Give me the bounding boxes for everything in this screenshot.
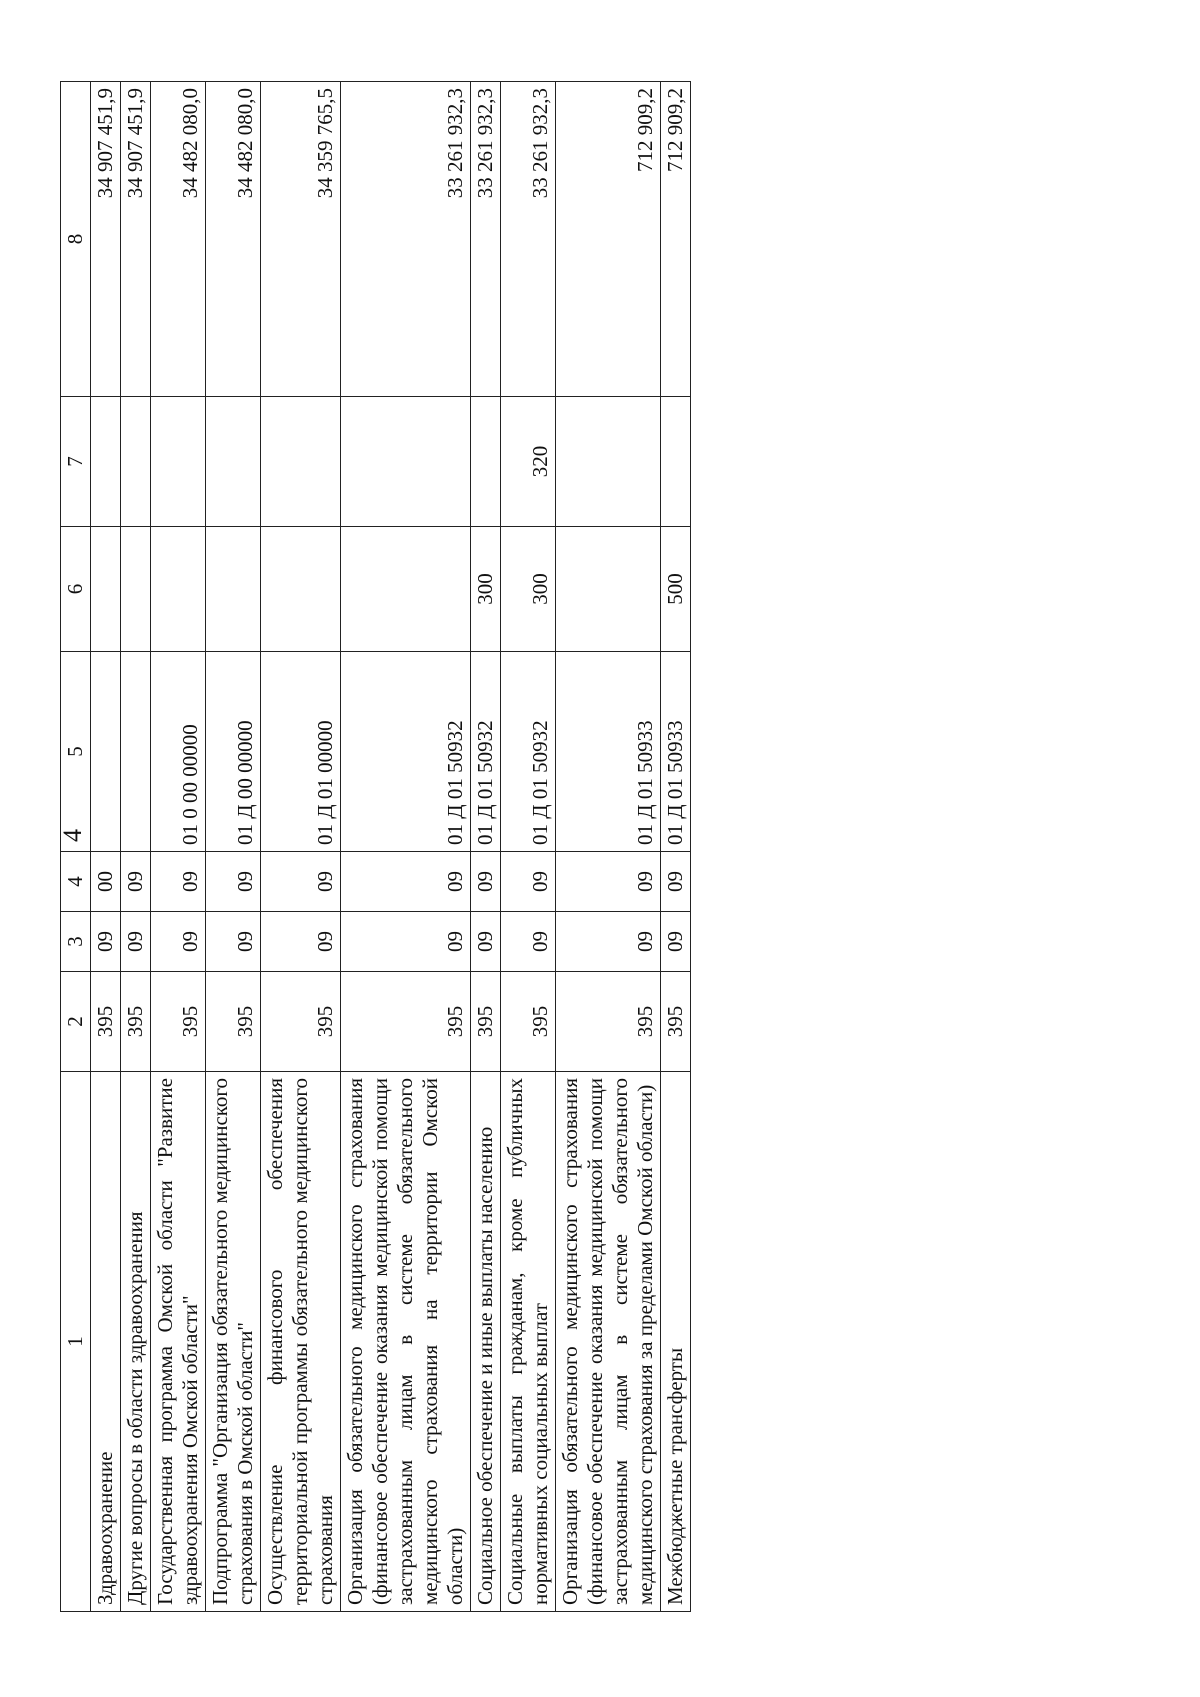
row-name: Другие вопросы в области здравоохранения [121,1072,151,1612]
cell-col7 [206,397,261,527]
table-row [151,82,206,1612]
cell-col5: 01 Д 01 50933 [556,652,661,852]
cell-col2: 395 [206,972,261,1072]
cell-col5: 01 Д 00 00000 [206,652,261,852]
cell-col3: 09 [151,912,206,972]
table-row [341,82,471,1612]
cell-col4: 09 [261,852,341,912]
table-row [501,82,556,1612]
cell-col4: 09 [556,852,661,912]
column-header: 7 [61,397,91,527]
cell-col8-amount: 34 482 080,0 [206,82,261,397]
cell-col6 [261,527,341,652]
cell-col7 [151,397,206,527]
cell-col5 [121,652,151,852]
column-header: 1 [61,1072,91,1612]
cell-col3: 09 [341,912,471,972]
table-row [261,82,341,1612]
cell-col7: 320 [501,397,556,527]
cell-col2: 395 [121,972,151,1072]
cell-col8-amount: 34 359 765,5 [261,82,341,397]
cell-col6: 300 [501,527,556,652]
cell-col7 [261,397,341,527]
column-header: 3 [61,912,91,972]
cell-col6 [206,527,261,652]
row-name: Социальные выплаты гражданам, кроме публичных нормативных социальных выплат [501,1072,556,1612]
row-name: Организация обязательного медицинского страхования (финансовое обеспечение оказания медицинской помощи застрахованным лицам в системе обязательного медицинского страхования за пределами Омской области) [556,1072,661,1612]
cell-col6 [556,527,661,652]
cell-col2: 395 [341,972,471,1072]
cell-col4: 09 [471,852,501,912]
row-name: Социальное обеспечение и иные выплаты населению [471,1072,501,1612]
row-name: Здравоохранение [91,1072,121,1612]
row-name: Межбюджетные трансферты [661,1072,691,1612]
cell-col7 [661,397,691,527]
cell-col5: 01 Д 01 00000 [261,652,341,852]
cell-col8-amount: 33 261 932,3 [471,82,501,397]
cell-col7 [556,397,661,527]
cell-col3: 09 [471,912,501,972]
cell-col5: 01 Д 01 50932 [501,652,556,852]
cell-col4: 00 [91,852,121,912]
table-header-row [61,82,91,1612]
cell-col3: 09 [661,912,691,972]
table-row [91,82,121,1612]
cell-col8-amount: 34 907 451,9 [91,82,121,397]
table-row [121,82,151,1612]
row-name: Государственная программа Омской области "Развитие здравоохранения Омской области" [151,1072,206,1612]
row-name: Осуществление финансового обеспечения территориальной программы обязательного медицинского страхования [261,1072,341,1612]
cell-col5: 01 Д 01 50932 [341,652,471,852]
cell-col2: 395 [151,972,206,1072]
column-header: 6 [61,527,91,652]
cell-col5 [91,652,121,852]
cell-col2: 395 [261,972,341,1072]
cell-col8-amount: 712 909,2 [556,82,661,397]
cell-col8-amount: 33 261 932,3 [341,82,471,397]
cell-col5: 01 Д 01 50933 [661,652,691,852]
cell-col8-amount: 34 482 080,0 [151,82,206,397]
table-row [661,82,691,1612]
cell-col6 [121,527,151,652]
cell-col8-amount: 33 261 932,3 [501,82,556,397]
cell-col4: 09 [121,852,151,912]
table-row [206,82,261,1612]
cell-col6: 300 [471,527,501,652]
column-header: 5 [61,652,91,852]
cell-col5: 01 Д 01 50932 [471,652,501,852]
cell-col4: 09 [501,852,556,912]
cell-col2: 395 [501,972,556,1072]
cell-col7 [91,397,121,527]
cell-col8-amount: 34 907 451,9 [121,82,151,397]
cell-col4: 09 [341,852,471,912]
cell-col3: 09 [121,912,151,972]
cell-col3: 09 [261,912,341,972]
column-header: 4 [61,852,91,912]
cell-col2: 395 [556,972,661,1072]
cell-col4: 09 [151,852,206,912]
cell-col6 [91,527,121,652]
cell-col4: 09 [206,852,261,912]
cell-col3: 09 [501,912,556,972]
cell-col7 [471,397,501,527]
cell-col3: 09 [556,912,661,972]
cell-col6: 500 [661,527,691,652]
cell-col5: 01 0 00 00000 [151,652,206,852]
table-row [471,82,501,1612]
row-name: Организация обязательного медицинского страхования (финансовое обеспечение оказания медицинской помощи застрахованным лицам в системе обязательного медицинского страхования на территории Омской области) [341,1072,471,1612]
cell-col3: 09 [206,912,261,972]
cell-col2: 395 [471,972,501,1072]
column-header: 8 [61,82,91,397]
cell-col7 [121,397,151,527]
cell-col4: 09 [661,852,691,912]
cell-col6 [341,527,471,652]
cell-col6 [151,527,206,652]
page-number: 4 [58,829,87,842]
table-row [556,82,661,1612]
cell-col2: 395 [661,972,691,1072]
column-header: 2 [61,972,91,1072]
budget-table [60,81,691,1612]
cell-col3: 09 [91,912,121,972]
row-name: Подпрограмма "Организация обязательного медицинского страхования в Омской области" [206,1072,261,1612]
cell-col2: 395 [91,972,121,1072]
cell-col8-amount: 712 909,2 [661,82,691,397]
cell-col7 [341,397,471,527]
